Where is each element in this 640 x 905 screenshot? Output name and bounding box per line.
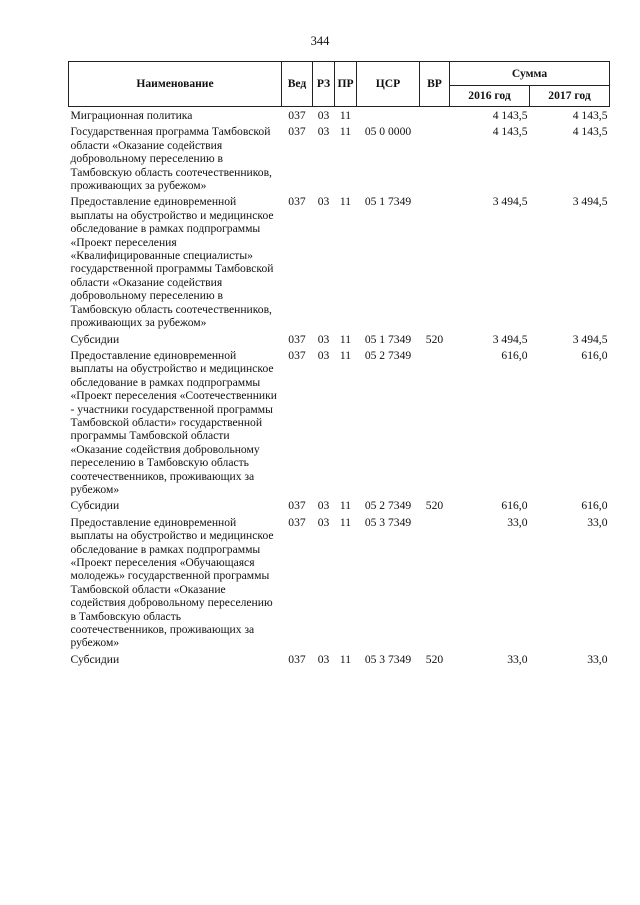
row-sum-2016: 4 143,5 (492, 125, 528, 139)
table-body (69, 107, 610, 669)
row-sum-2017: 616,0 (581, 499, 608, 513)
row-csr: 05 1 7349 (364, 332, 412, 346)
row-name: Предоставление единовременной выплаты на обустройство и медицинское обследование в рамках подпрограммы «Проект переселения «Квалифицированные специалисты» государственной программы Тамбовской области «Оказание содействия добровольному переселению в Тамбовскую область соотечественников, проживающих за рубежом» (70, 195, 274, 330)
row-csr: 05 0 0000 (364, 125, 412, 139)
row-pr: 11 (339, 195, 352, 209)
row-csr: 05 3 7349 (364, 515, 412, 529)
row-sum-2016: 4 143,5 (492, 109, 528, 122)
row-sum-2017: 3 494,5 (572, 195, 608, 209)
row-sum-2016: 616,0 (501, 348, 528, 362)
row-rz: 03 (317, 652, 330, 666)
row-name: Предоставление единовременной выплаты на обустройство и медицинское обследование в рамках подпрограммы «Проект переселения «Обучающаяся молодежь» государственной программы Тамбовской области «Оказание содействия добровольному переселению в Тамбовскую область соотечественников, проживающих за рубежом» (70, 515, 274, 650)
row-ved: 037 (288, 652, 306, 666)
row-pr: 11 (339, 332, 352, 346)
row-pr: 11 (339, 499, 352, 513)
table-row (69, 332, 610, 348)
row-rz: 03 (317, 515, 330, 529)
row-sum-2017: 4 143,5 (572, 109, 608, 122)
row-ved: 037 (288, 515, 306, 529)
row-pr: 11 (339, 109, 352, 122)
table-row (69, 498, 610, 514)
table-row (69, 194, 610, 331)
table-row (69, 124, 610, 194)
row-ved: 037 (288, 332, 306, 346)
row-csr: 05 1 7349 (364, 195, 412, 209)
row-ved: 037 (288, 499, 306, 513)
row-sum-2016: 33,0 (507, 652, 528, 666)
row-sum-2017: 616,0 (581, 348, 608, 362)
row-vr (420, 107, 450, 125)
header-csr: ЦСР (357, 62, 420, 107)
row-ved: 037 (288, 195, 306, 209)
header-vr: ВР (420, 62, 450, 107)
row-vr (420, 194, 450, 331)
row-vr (420, 124, 450, 194)
row-csr: 05 3 7349 (364, 652, 412, 666)
row-pr: 11 (339, 348, 352, 362)
row-vr (420, 515, 450, 652)
row-sum-2017: 3 494,5 (572, 332, 608, 346)
row-ved: 037 (288, 348, 306, 362)
table-row (69, 107, 610, 125)
row-sum-2016: 616,0 (501, 499, 528, 513)
row-name: Субсидии (70, 499, 120, 513)
header-rz: РЗ (313, 62, 335, 107)
row-sum-2016: 3 494,5 (492, 195, 528, 209)
row-ved: 037 (288, 125, 306, 139)
table-row (69, 652, 610, 668)
table-row (69, 348, 610, 498)
row-rz: 03 (317, 109, 330, 122)
row-name: Государственная программа Тамбовской области «Оказание содействия добровольному переселению в Тамбовскую область соотечественников, проживающих за рубежом» (70, 125, 272, 193)
row-sum-2016: 3 494,5 (492, 332, 528, 346)
row-name: Миграционная политика (70, 109, 193, 122)
budget-table (68, 61, 610, 668)
row-ved: 037 (288, 109, 306, 122)
page-number: 344 (310, 34, 330, 48)
row-pr: 11 (339, 515, 352, 529)
header-pr: ПР (335, 62, 357, 107)
row-pr: 11 (339, 125, 352, 139)
row-sum-2017: 33,0 (587, 652, 608, 666)
header-name: Наименование (69, 62, 282, 107)
row-csr: 05 2 7349 (364, 499, 412, 513)
row-name: Предоставление единовременной выплаты на обустройство и медицинское обследование в рамках подпрограммы «Проект переселения «Соотечественники - участники государственной программы Тамбовской области» государственной программы Тамбовской области «Оказание содействия добровольному переселению в Тамбовскую область соотечественников, проживающих за рубежом» (70, 348, 277, 496)
row-pr: 11 (339, 652, 352, 666)
row-sum-2016: 33,0 (507, 515, 528, 529)
row-name: Субсидии (70, 332, 120, 346)
table-row (69, 515, 610, 652)
row-rz: 03 (317, 125, 330, 139)
row-vr: 520 (425, 652, 444, 666)
row-rz: 03 (317, 348, 330, 362)
header-sum: Сумма (450, 62, 610, 86)
header-year-2016: 2016 год (450, 86, 530, 107)
row-sum-2017: 4 143,5 (572, 125, 608, 139)
row-vr: 520 (425, 499, 444, 513)
row-sum-2017: 33,0 (587, 515, 608, 529)
row-rz: 03 (317, 195, 330, 209)
row-name: Субсидии (70, 652, 120, 666)
row-rz: 03 (317, 499, 330, 513)
header-year-2017: 2017 год (530, 86, 610, 107)
row-vr (420, 348, 450, 498)
header-ved: Вед (282, 62, 313, 107)
row-vr: 520 (425, 332, 444, 346)
row-rz: 03 (317, 332, 330, 346)
row-csr (357, 107, 420, 125)
row-csr: 05 2 7349 (364, 348, 412, 362)
